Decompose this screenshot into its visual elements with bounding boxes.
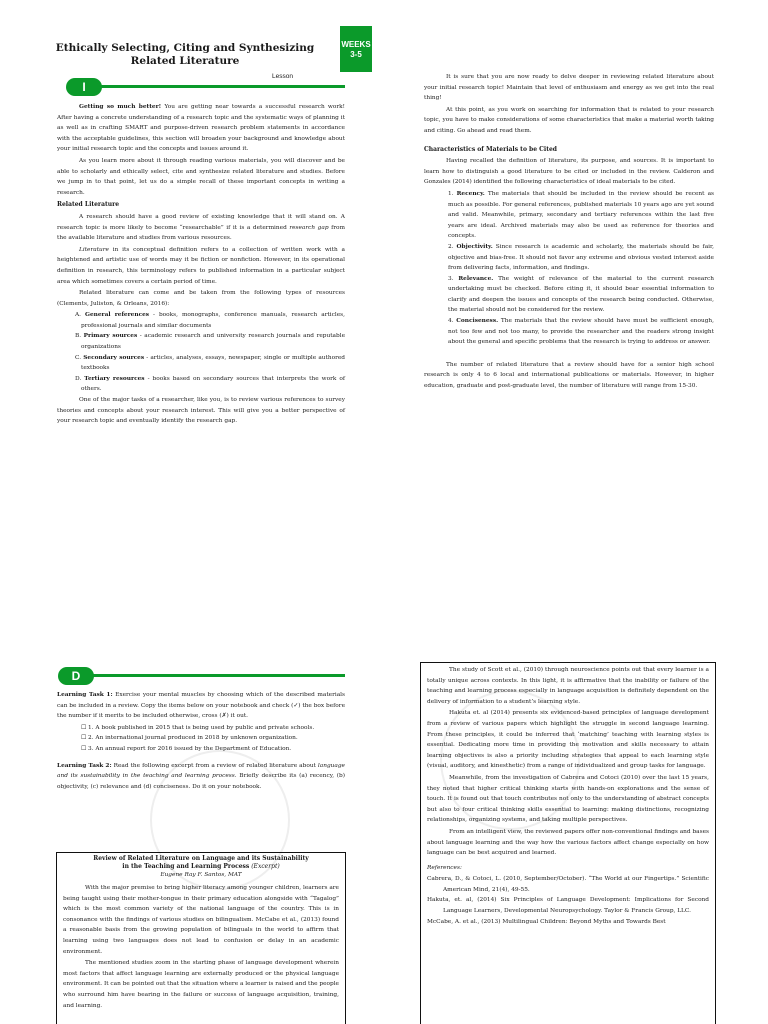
item-desc: The materials that should be included in the review should be recent as much as possible. For general references, published materials 10 years ago are yet sound and valid. Meanwhile, primary, secondary and tertiary references within the last five years are ideal. Archived materials may also be used as reference for theories and concepts.: [448, 190, 714, 240]
excerpt-author: Eugene Ray F. Santos, MAT: [160, 872, 242, 878]
task-2-text-a: Read the following excerpt from a review of related literature about: [111, 762, 318, 769]
reference-item: Hakuta, et. al, (2014) Six Principles of Language Development: Implications for Second Language Learners, Developmental Neuropsychology. Taylor & Francis Group, LLC.: [427, 897, 709, 915]
title-line-2: Related Literature: [130, 55, 240, 67]
cabrera-paragraph: Meanwhile, from the investigation of Cabrera and Cotoci (2010) over the last 15 years, they noted that higher critical thinking starts with hands-on explorations and the sense of touch. It is found out that touch contributes not only to the understanding of abstract concepts but also to four critical thinking skills essential to learning: making distinctions, recognizing relationships, organizing systems, and taking multiple perspectives.: [427, 774, 709, 824]
excerpt-tag: (Excerpt): [249, 863, 280, 870]
task-2-label: Learning Task 2:: [57, 762, 112, 769]
resource-term: Secondary sources: [83, 354, 145, 361]
checklist-item: ☐ 2. An international journal produced in 2018 by unknown organization.: [81, 735, 298, 742]
item-desc: The materials that the review should have must be sufficient enough, not too few and not too many, to provide the researcher and the readers strong insight about the general and specific problems that the research is trying to address or answer.: [448, 318, 714, 346]
checklist-item: ☐ 3. An annual report for 2016 issued by the Department of Education.: [81, 745, 292, 752]
excerpt-continuation-box: [420, 662, 716, 1024]
characteristic-item: [424, 242, 714, 274]
resource-term: General references: [85, 312, 150, 319]
literature-count-paragraph: The number of related literature that a review should have for a senior high school research is only 4 to 6 local and international publications or materials. However, in higher education, graduate and post-graduate level, the number of literature will range from 15-30.: [424, 361, 714, 390]
item-term: Relevance.: [458, 275, 494, 282]
task-1-label: Learning Task 1:: [57, 692, 113, 698]
page-title: [40, 42, 330, 68]
resource-item: [57, 374, 345, 395]
characteristic-item: [424, 274, 714, 316]
item-number: 2.: [448, 243, 457, 250]
resource-desc: - articles, analyses, essays, newspaper, single or multiple authored textbooks: [81, 354, 345, 372]
ready-paragraph: It is sure that you are now ready to delve deeper in reviewing related literature about your initial research topic! Maintain that level of enthusiasm and energy as we get into the real thing!: [424, 74, 714, 102]
resource-item: [57, 331, 345, 352]
related-text-b: from the available literature and studies from various resources.: [57, 224, 345, 242]
related-text-italic: research gap: [289, 224, 329, 231]
title-line-1: Ethically Selecting, Citing and Synthesizing: [55, 42, 315, 54]
phase-i-bar: [70, 85, 345, 88]
lesson-label: Lesson: [272, 73, 293, 80]
resource-desc: - books, monographs, conference manuals, research articles, professional journals and similar documents: [81, 312, 345, 329]
resource-desc: - books based on secondary sources that interprets the work of others.: [81, 375, 346, 393]
resource-term: Tertiary resources: [84, 375, 145, 382]
excerpt-title-line-2: in the Teaching and Learning Process: [122, 863, 250, 870]
resource-prefix: D.: [75, 375, 85, 382]
phase-d-badge: D: [58, 667, 94, 685]
characteristics-intro: Having recalled the definition of literature, its purpose, and sources. It is important to learn how to distinguish a good literature to be cited or included in the review. Calderon and Gonzales (2014) identified the following characteristics of ideal materials to be cited.: [424, 158, 714, 186]
characteristic-item: [424, 316, 714, 348]
excerpt-title: [63, 855, 339, 871]
excerpt-paragraph-2: The mentioned studies zoom in the starting phase of language development wherein most factors that affect language learning are externally produced or the physical language environment. It can be pointed out that the situation where a learner is raised and the people who surround him have bearing in the failure or success of language acquisition, training, and learning.: [63, 960, 339, 1009]
item-number: 4.: [448, 318, 457, 325]
heading-related-literature: Related Literature: [57, 201, 120, 209]
resource-term: Primary sources: [83, 333, 138, 340]
left-top-column: [57, 102, 345, 428]
reference-item: Cabrera, D., & Cotoci, L. (2010, September/October). “The World at our Fingertips.” Scientific American Mind, 21(4), 49-55.: [427, 876, 709, 893]
resource-prefix: A.: [75, 312, 85, 319]
characteristic-item: [424, 189, 714, 242]
considerations-paragraph: At this point, as you work on searching for information that is related to your research topic, you have to make considerations of some characteristics that make a material worth taking and citing. Go ahead and read them.: [424, 106, 714, 134]
excerpt-box: [56, 852, 346, 1024]
item-desc: The weight of relevance of the material to the current research undertaking must be checked. Before citing it, it should bear essential information to clarify and deepen the issues and concepts of the research being conducted. Otherwise, the material should not be considered for the review.: [448, 275, 714, 314]
phase-i-badge: I: [66, 78, 102, 96]
task-1-text: Exercise your mental muscles by choosing which of the described materials can be included in a review. Copy the items below on your notebook and check (✓) the box before the number if it merits to be included otherwise, cross (✗) it out.: [57, 692, 345, 720]
conclusion-paragraph: From an intelligent view, the reviewed papers offer non-conventional findings and bases about language learning and the way how the various factors affect change especially on how language can be best acquired and learned.: [427, 828, 709, 857]
item-number: 3.: [448, 275, 459, 282]
hakuta-paragraph: Hakuta et. al (2014) presents six evidenced-based principles of language development from a review of various papers which highlight the struggle in second language learning. From these principles, it could be inferred that ‘matching’ teaching with learning styles is essential. Dedicating more time in providing the motivation and skills necessary to attain learning objectives is also a priority including strategies that appeal to each learning style (visual, auditory, and kinesthetic) from a range of individualized and group tasks for language.: [427, 710, 709, 770]
resource-desc: - academic research and university research journals and reputable organizations: [81, 333, 345, 351]
item-term: Conciseness.: [456, 318, 499, 325]
phase-d-bar: [70, 674, 345, 677]
item-desc: Since research is academic and scholarly, the materials should be fair, objective and bias-free. It should not favor any extreme and obvious vested interest aside from delivering facts, information, and findings.: [448, 243, 714, 272]
task-2-text-b: . Briefly describe its (a) recency, (b) objectivity, (c) relevance and (d) conciseness. Do it on your notebook.: [57, 773, 345, 790]
right-top-column: [424, 72, 714, 393]
literature-definition: in its conceptual definition refers to a collection of written work with a heightened and artistic use of words may it be fiction or nonfiction. However, in its operational definition in research, this terminology refers to published information in a particular subject area which sometimes covers a certain period of time.: [57, 246, 345, 285]
reference-item: McCabe, A. et al., (2013) Multilingual Children: Beyond Myths and Towards Best: [427, 918, 666, 925]
left-bottom-column: [57, 690, 345, 793]
resource-prefix: B.: [75, 333, 84, 340]
scott-paragraph: The study of Scott et al., (2010) through neuroscience points out that every learner is a totally unique across contexts. In this light, it is affirmative that the inability or failure of the teaching and learning process especially in language acquisition is definitely dependent on the delivery of information to a student’s learning style.: [427, 667, 709, 705]
intro-paragraph-2: As you learn more about it through reading various materials, you will discover and be able to scholarly and ethically select, cite and synthesize related literature and studies. Before we jump in to that point, let us do a simple recall of these important concepts in writing a research.: [57, 157, 345, 196]
weeks-range: 3-5: [350, 50, 362, 59]
heading-characteristics: Characteristics of Materials to be Cited: [424, 145, 557, 153]
excerpt-paragraph-1: With the major premise to bring higher literacy among younger children, learners are being taught using their mother-tongue in their primary education alongside with “Tagalog” which is the most common variety of the national language of the country. This is in consonance with the findings of various studies on bilingualism. McCabe et al., (2013) found a reasonable basis from the growing population of bilinguals in the world to affirm that learning using two languages does not lead to confusion or delay in an academic environment.: [63, 885, 339, 955]
intro-text: You are getting near towards a successful research work! After having a concrete understanding of a research topic and the systematic ways of planning it as well as in crafting SMART and purpose-driven research problem statements in accordance with the acceptable guidelines, this section will broaden your background and knowledge about your initial research topic and the concepts and issues around it.: [57, 104, 345, 153]
item-term: Objectivity.: [456, 243, 493, 250]
task-2-topic: language and its sustainability in the teaching and learning process: [57, 762, 345, 780]
intro-bold: Getting so much better!: [79, 104, 162, 110]
weeks-label: WEEKS: [341, 40, 371, 49]
checklist-item: ☐ 1. A book published in 2015 that is being used by public and private schools.: [81, 724, 315, 731]
literature-term: Literature: [79, 246, 109, 253]
resource-prefix: C.: [75, 354, 84, 361]
resources-intro: Related literature can come and be taken from the following types of resources (Clements, Juliston, & Orleans, 2016):: [57, 290, 345, 307]
related-text-a: A research should have a good review of existing knowledge that it will stand on. A research topic is more likely to become “researchable” if it is a determined: [57, 213, 345, 231]
weeks-badge: [340, 26, 372, 72]
item-term: Recency.: [456, 190, 485, 197]
research-task-paragraph: One of the major tasks of a researcher, like you, is to review various references to survey theories and concepts about your research interest. This will give you a better perspective of your research topic and eventually identify the research gap.: [57, 397, 345, 425]
references-heading: References:: [427, 864, 462, 871]
excerpt-title-line-1: Review of Related Literature on Language and its Sustainability: [93, 855, 309, 862]
resource-item: [57, 310, 345, 331]
resource-item: [57, 353, 345, 374]
item-number: 1.: [448, 190, 457, 197]
